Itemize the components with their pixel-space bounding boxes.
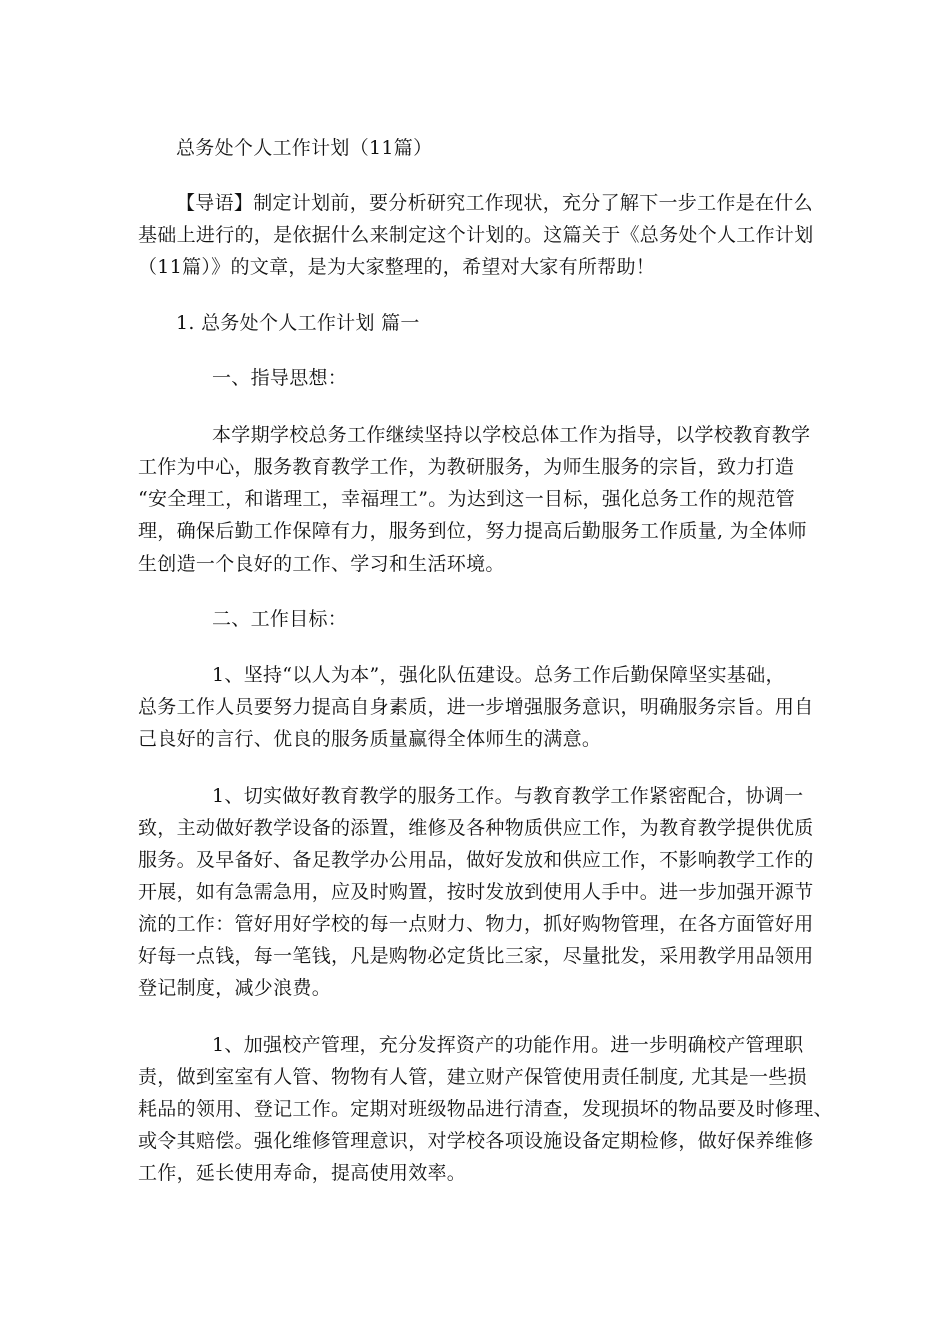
para2-line-1: 1、坚持“以人为本”，强化队伍建设。总务工作后勤保障坚实基础， [212,664,785,686]
para3-line-1: 1、切实做好教育教学的服务工作。与教育教学工作紧密配合，协调一 [212,785,804,807]
para1-line-2: 工作为中心，服务教育教学工作，为教研服务，为师生服务的宗旨，致力打造 [138,456,795,478]
para1-line-5: 生创造一个良好的工作、学习和生活环境。 [138,553,505,575]
para4-line-1: 1、加强校产管理，充分发挥资产的功能作用。进一步明确校产管理职 [212,1034,804,1056]
para3-line-3: 服务。及早备好、备足教学办公用品，做好发放和供应工作，不影响教学工作的 [138,849,814,871]
section-title: 1. 总务处个人工作计划 篇一 [176,312,420,334]
intro-line-1: 【导语】制定计划前，要分析研究工作现状，充分了解下一步工作是在什么 [176,192,813,214]
para4-line-4: 或令其赔偿。强化维修管理意识，对学校各项设施设备定期检修，做好保养维修 [138,1130,814,1152]
para3-line-2: 致，主动做好教学设备的添置，维修及各种物质供应工作，为教育教学提供优质 [138,817,814,839]
para3-line-5: 流的工作：管好用好学校的每一点财力、物力，抓好购物管理，在各方面管好用 [138,913,814,935]
para4-line-3: 耗品的领用、登记工作。定期对班级物品进行清查，发现损坏的物品要及时修理、 [138,1098,833,1120]
heading-guiding-thought: 一、指导思想： [212,367,348,389]
para3-line-4: 开展，如有急需急用，应及时购置，按时发放到使用人手中。进一步加强开源节 [138,881,814,903]
intro-line-3: （11篇）》的文章，是为大家整理的，希望对大家有所帮助！ [138,256,656,278]
para1-line-4: 理，确保后勤工作保障有力，服务到位，努力提高后勤服务工作质量, 为全体师 [138,520,807,542]
para4-line-5: 工作，延长使用寿命，提高使用效率。 [138,1162,467,1184]
para3-line-7: 登记制度，减少浪费。 [138,977,332,999]
document-title: 总务处个人工作计划（11篇） [176,137,433,159]
para3-line-6: 好每一点钱，每一笔钱，凡是购物必定货比三家，尽量批发，采用教学用品领用 [138,945,814,967]
para4-line-2: 责，做到室室有人管、物物有人管，建立财产保管使用责任制度, 尤其是一些损 [138,1066,807,1088]
heading-work-goals: 二、工作目标： [212,608,348,630]
intro-line-2: 基础上进行的，是依据什么来制定这个计划的。这篇关于《总务处个人工作计划 [138,224,814,246]
para1-line-1: 本学期学校总务工作继续坚持以学校总体工作为指导，以学校教育教学 [212,424,811,446]
para2-line-3: 己良好的言行、优良的服务质量赢得全体师生的满意。 [138,728,602,750]
para2-line-2: 总务工作人员要努力提高自身素质，进一步增强服务意识，明确服务宗旨。用自 [138,696,814,718]
para1-line-3: “安全理工，和谐理工，幸福理工”。为达到这一目标，强化总务工作的规范管 [138,488,795,510]
